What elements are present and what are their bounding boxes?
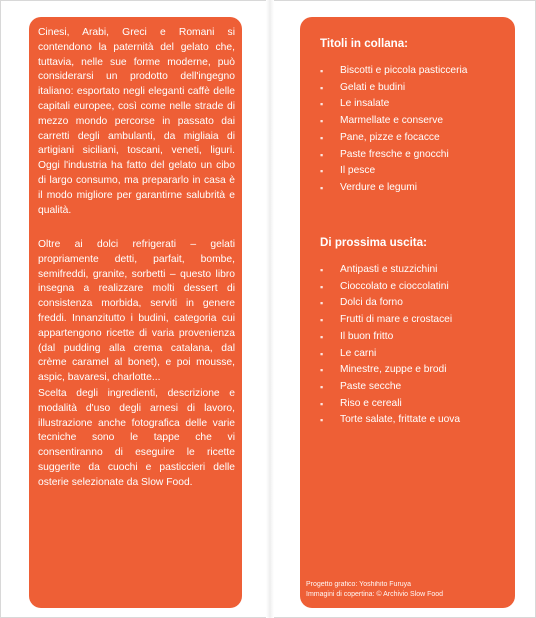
- list-item: [320, 130, 467, 147]
- bullet-icon: ▪: [320, 281, 324, 292]
- list-item-label: Gelati e budini: [340, 81, 406, 93]
- list-item-label: Marmellate e conserve: [340, 115, 444, 127]
- list-item: [320, 180, 467, 197]
- right-flap: [300, 17, 515, 608]
- bullet-icon: ▪: [320, 315, 324, 326]
- page-fold: [266, 0, 274, 618]
- credit-images: Immagini di copertina: © Archivio Slow Food: [306, 591, 444, 598]
- desserts-paragraph: Oltre ai dolci refrigerati – gelati propriamente detti, parfait, bombe, semifreddi, granite, sorbetti – questo libro insegna a realizzare molti dessert di consistenza morbida, serviti in genere freddi. Innanzitutto i budini, categoria cui appartengono ricette di varia provenienza (dal pudding alla crema catalana, dal crème caramel al bonet), e poi mousse, aspic, bavaresi, charlotte...: [38, 239, 235, 384]
- list-item-label: Paste fresche e gnocchi: [340, 148, 449, 160]
- bullet-icon: ▪: [320, 132, 324, 143]
- prossima-heading: Di prossima uscita:: [320, 236, 427, 249]
- list-item-label: Riso e cereali: [340, 397, 402, 409]
- techniques-paragraph: Scelta degli ingredienti, descrizione e modalità d'uso degli arnesi di lavoro, illustrazione anche fotografica delle varie tecniche sono le tappe che vi consentiranno di eseguire le ricette suggerite da cuochi e pasticcieri delle osterie selezionate da Slow Food.: [38, 388, 235, 488]
- list-item: [320, 147, 467, 164]
- bullet-icon: ▪: [320, 365, 324, 376]
- bullet-icon: ▪: [320, 381, 324, 392]
- list-item-label: Torte salate, frittate e uova: [340, 414, 461, 426]
- list-item-label: Le carni: [340, 347, 377, 359]
- bullet-icon: ▪: [320, 82, 324, 93]
- list-item: [320, 262, 460, 279]
- intro-paragraph: Cinesi, Arabi, Greci e Romani si contendono la paternità del gelato che, tuttavia, nelle sue forme moderne, può considerarsi un prodotto dell'ingegno italiano: esportato negli eleganti caffè delle capitali europee, così come nelle strade di mezzo mondo percorse in passato dai carretti degli ambulanti, da migliaia di artigiani siciliani, toscani, veneti, liguri. Oggi l'industria ha fatto del gelato un cibo di largo consumo, ma prepararlo in casa è il modo migliore per garantirne salubrità e qualità.: [38, 27, 235, 216]
- list-item-label: Biscotti e piccola pasticceria: [340, 65, 468, 76]
- bullet-icon: ▪: [320, 182, 324, 193]
- list-item: [320, 295, 460, 312]
- bullet-icon: ▪: [320, 298, 324, 309]
- bullet-icon: ▪: [320, 348, 324, 359]
- left-flap: [29, 17, 242, 608]
- list-item: [320, 346, 460, 363]
- credit-design: Progetto grafico: Yoshihito Furuya: [306, 581, 412, 588]
- bullet-icon: ▪: [320, 166, 324, 177]
- bullet-icon: ▪: [320, 415, 324, 426]
- list-item-label: Pane, pizze e focacce: [340, 131, 440, 143]
- list-item: [320, 312, 460, 329]
- list-item: [320, 113, 467, 130]
- list-item: [320, 412, 460, 429]
- list-item-label: Paste secche: [340, 380, 402, 392]
- bullet-icon: ▪: [320, 265, 324, 275]
- list-item: [320, 396, 460, 413]
- prossima-list: [320, 262, 460, 429]
- bullet-icon: ▪: [320, 116, 324, 127]
- list-item-label: Frutti di mare e crostacei: [340, 314, 453, 326]
- credits: [306, 580, 443, 600]
- list-item-label: Cioccolato e cioccolatini: [340, 280, 449, 292]
- list-item-label: Dolci da forno: [340, 297, 403, 309]
- bullet-icon: ▪: [320, 66, 324, 76]
- list-item-label: Il pesce: [340, 165, 376, 177]
- collana-list: [320, 63, 467, 197]
- list-item: [320, 80, 467, 97]
- list-item: [320, 379, 460, 396]
- list-item: [320, 279, 460, 296]
- list-item: [320, 163, 467, 180]
- list-item: [320, 329, 460, 346]
- list-item-label: Le insalate: [340, 98, 390, 110]
- collana-heading: Titoli in collana:: [320, 37, 409, 50]
- bullet-icon: ▪: [320, 149, 324, 160]
- list-item: [320, 362, 460, 379]
- bullet-icon: ▪: [320, 99, 324, 110]
- list-item-label: Verdure e legumi: [340, 181, 418, 193]
- list-item-label: Il buon fritto: [340, 330, 394, 342]
- list-item: [320, 96, 467, 113]
- list-item-label: Antipasti e stuzzichini: [340, 264, 438, 275]
- bullet-icon: ▪: [320, 398, 324, 409]
- list-item-label: Minestre, zuppe e brodi: [340, 364, 447, 376]
- list-item: [320, 63, 467, 80]
- bullet-icon: ▪: [320, 331, 324, 342]
